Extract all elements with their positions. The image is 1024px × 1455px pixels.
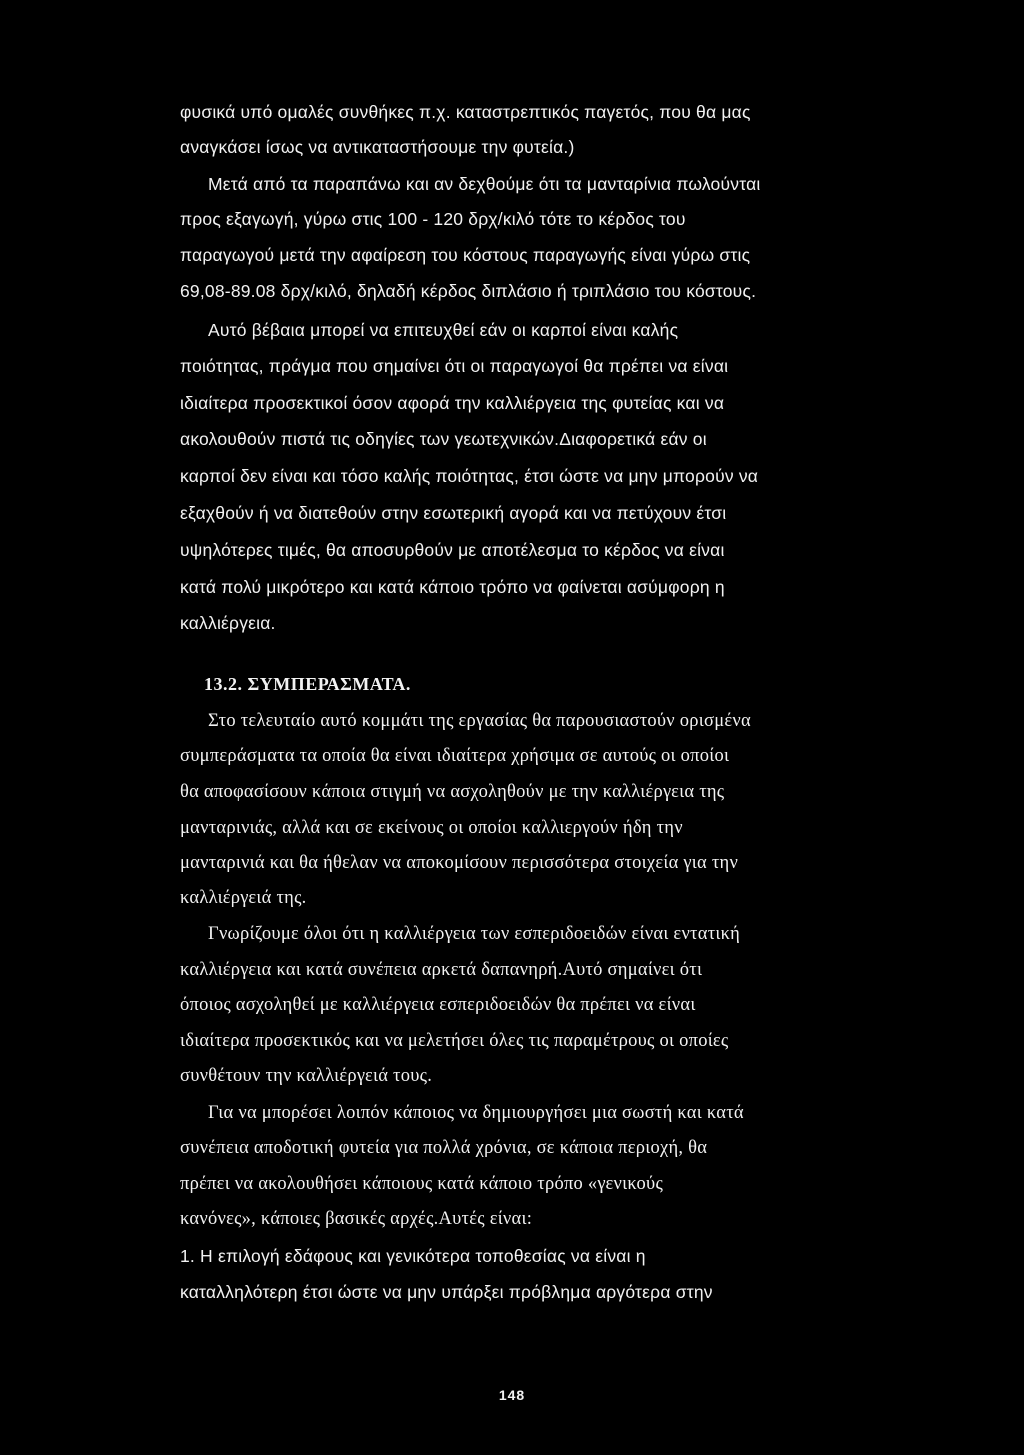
text-line-content: πρέπει να ακολουθήσει κάποιους κατά κάποιο τρόπο «γενικούς: [180, 1174, 664, 1194]
list-item: [180, 1245, 646, 1267]
list-item-text: 1. Η επιλογή εδάφους και γενικότερα τοποθεσίας να είναι η: [180, 1246, 646, 1266]
text-line-content: συνέπεια αποδοτική φυτεία για πολλά χρόνια, σε κάποια περιοχή, θα: [180, 1138, 708, 1158]
text-line: [180, 101, 870, 123]
text-line: [180, 428, 707, 450]
text-line-content: όποιος ασχοληθεί με καλλιέργεια εσπεριδοειδών θα πρέπει να είναι: [180, 995, 696, 1015]
text-line: [208, 923, 740, 945]
text-line: [180, 994, 696, 1016]
text-line-content: Για να μπορέσει λοιπόν κάποιος να δημιουργήσει μια σωστή και κατά: [208, 1103, 744, 1123]
text-line-content: φυσικά υπό ομαλές συνθήκες π.χ. καταστρεπτικός παγετός, που θα μας: [180, 102, 751, 122]
text-line: [208, 319, 678, 341]
text-line-content: ποιότητας, πράγμα που σημαίνει ότι οι παραγωγοί θα πρέπει να είναι: [180, 356, 729, 376]
text-line-content: αναγκάσει ίσως να αντικαταστήσουμε την φυτεία.): [180, 137, 575, 157]
list-item-continuation: [180, 1281, 713, 1303]
text-line: [180, 817, 683, 839]
text-line: [180, 1173, 663, 1195]
text-line-content: κανόνες», κάποιες βασικές αρχές.Αυτές είναι:: [180, 1209, 533, 1229]
text-line-content: κατά πολύ μικρότερο και κατά κάποιο τρόπο να φαίνεται ασύμφορη η: [180, 577, 725, 597]
text-line-content: καρποί δεν είναι και τόσο καλής ποιότητας, έτσι ώστε να μην μπορούν να: [180, 466, 759, 486]
text-line: [180, 959, 702, 981]
page-number: 148: [498, 1387, 526, 1403]
text-line-content: θα αποφασίσουν κάποια στιγμή να ασχοληθούν με την καλλιέργεια της: [180, 782, 725, 802]
text-line: [180, 576, 725, 598]
text-line: [180, 781, 724, 803]
text-line-content: καλλιέργεια και κατά συνέπεια αρκετά δαπανηρή.Αυτό σημαίνει ότι: [180, 960, 703, 980]
text-line: [180, 1065, 432, 1087]
text-line-content: εξαχθούν ή να διατεθούν στην εσωτερική αγορά και να πετύχουν έτσι: [180, 503, 727, 523]
text-line-content: μανταρινιάς, αλλά και σε εκείνους οι οποίοι καλλιεργούν ήδη την: [180, 818, 683, 838]
section-heading-text: 13.2. ΣΥΜΠΕΡΑΣΜΑΤΑ.: [204, 674, 411, 694]
text-line-content: καλλιέργειά της.: [180, 888, 307, 908]
text-line-content: Στο τελευταίο αυτό κομμάτι της εργασίας θα παρουσιαστούν ορισμένα: [208, 711, 751, 731]
text-line: [180, 355, 728, 377]
text-line-content: καλλιέργεια.: [180, 613, 276, 633]
text-line: [180, 136, 575, 158]
text-line: [180, 1030, 729, 1052]
text-line: [180, 244, 750, 266]
text-line-content: ιδιαίτερα προσεκτικοί όσον αφορά την καλλιέργεια της φυτείας και να: [180, 393, 725, 413]
text-line-content: παραγωγού μετά την αφαίρεση του κόστους παραγωγής είναι γύρω στις: [180, 245, 751, 265]
text-line-content: 69,08-89.08 δρχ/κιλό, δηλαδή κέρδος διπλάσιο ή τριπλάσιο του κόστους.: [180, 281, 757, 301]
text-line-content: προς εξαγωγή, γύρω στις 100 - 120 δρχ/κιλό τότε το κέρδος του: [180, 209, 686, 229]
text-line: [180, 1208, 532, 1230]
text-line-content: Μετά από τα παραπάνω και αν δεχθούμε ότι τα μανταρίνια πωλούνται: [208, 174, 761, 194]
text-line: [208, 710, 751, 732]
text-line-content: Γνωρίζουμε όλοι ότι η καλλιέργεια των εσπεριδοειδών είναι εντατική: [208, 924, 741, 944]
text-line: [180, 1137, 707, 1159]
text-line-content: ακολουθούν πιστά τις οδηγίες των γεωτεχνικών.Διαφορετικά εάν οι: [180, 429, 707, 449]
text-line: [180, 887, 307, 909]
text-line-content: υψηλότερες τιμές, θα αποσυρθούν με αποτέλεσμα το κέρδος να είναι: [180, 540, 725, 560]
text-line: [208, 1102, 744, 1124]
text-line: [208, 173, 760, 195]
text-line: [180, 392, 724, 414]
text-line-content: Αυτό βέβαια μπορεί να επιτευχθεί εάν οι καρποί είναι καλής: [208, 320, 679, 340]
text-line: [180, 612, 276, 634]
section-heading: [204, 673, 411, 695]
text-line: [180, 502, 726, 524]
text-line: [180, 465, 758, 487]
list-item-text: καταλληλότερη έτσι ώστε να μην υπάρξει πρόβλημα αργότερα στην: [180, 1282, 713, 1302]
text-line: [180, 852, 738, 874]
text-line-content: ιδιαίτερα προσεκτικός και να μελετήσει όλες τις παραμέτρους οι οποίες: [180, 1031, 729, 1051]
text-line-content: συμπεράσματα τα οποία θα είναι ιδιαίτερα χρήσιμα σε αυτούς οι οποίοι: [180, 746, 730, 766]
text-line: [180, 745, 729, 767]
text-line: [180, 208, 686, 230]
text-line-content: συνθέτουν την καλλιέργειά τους.: [180, 1066, 433, 1086]
text-line: [180, 539, 725, 561]
text-line-content: μανταρινιά και θα ήθελαν να αποκομίσουν περισσότερα στοιχεία για την: [180, 853, 739, 873]
text-line: [180, 280, 756, 302]
